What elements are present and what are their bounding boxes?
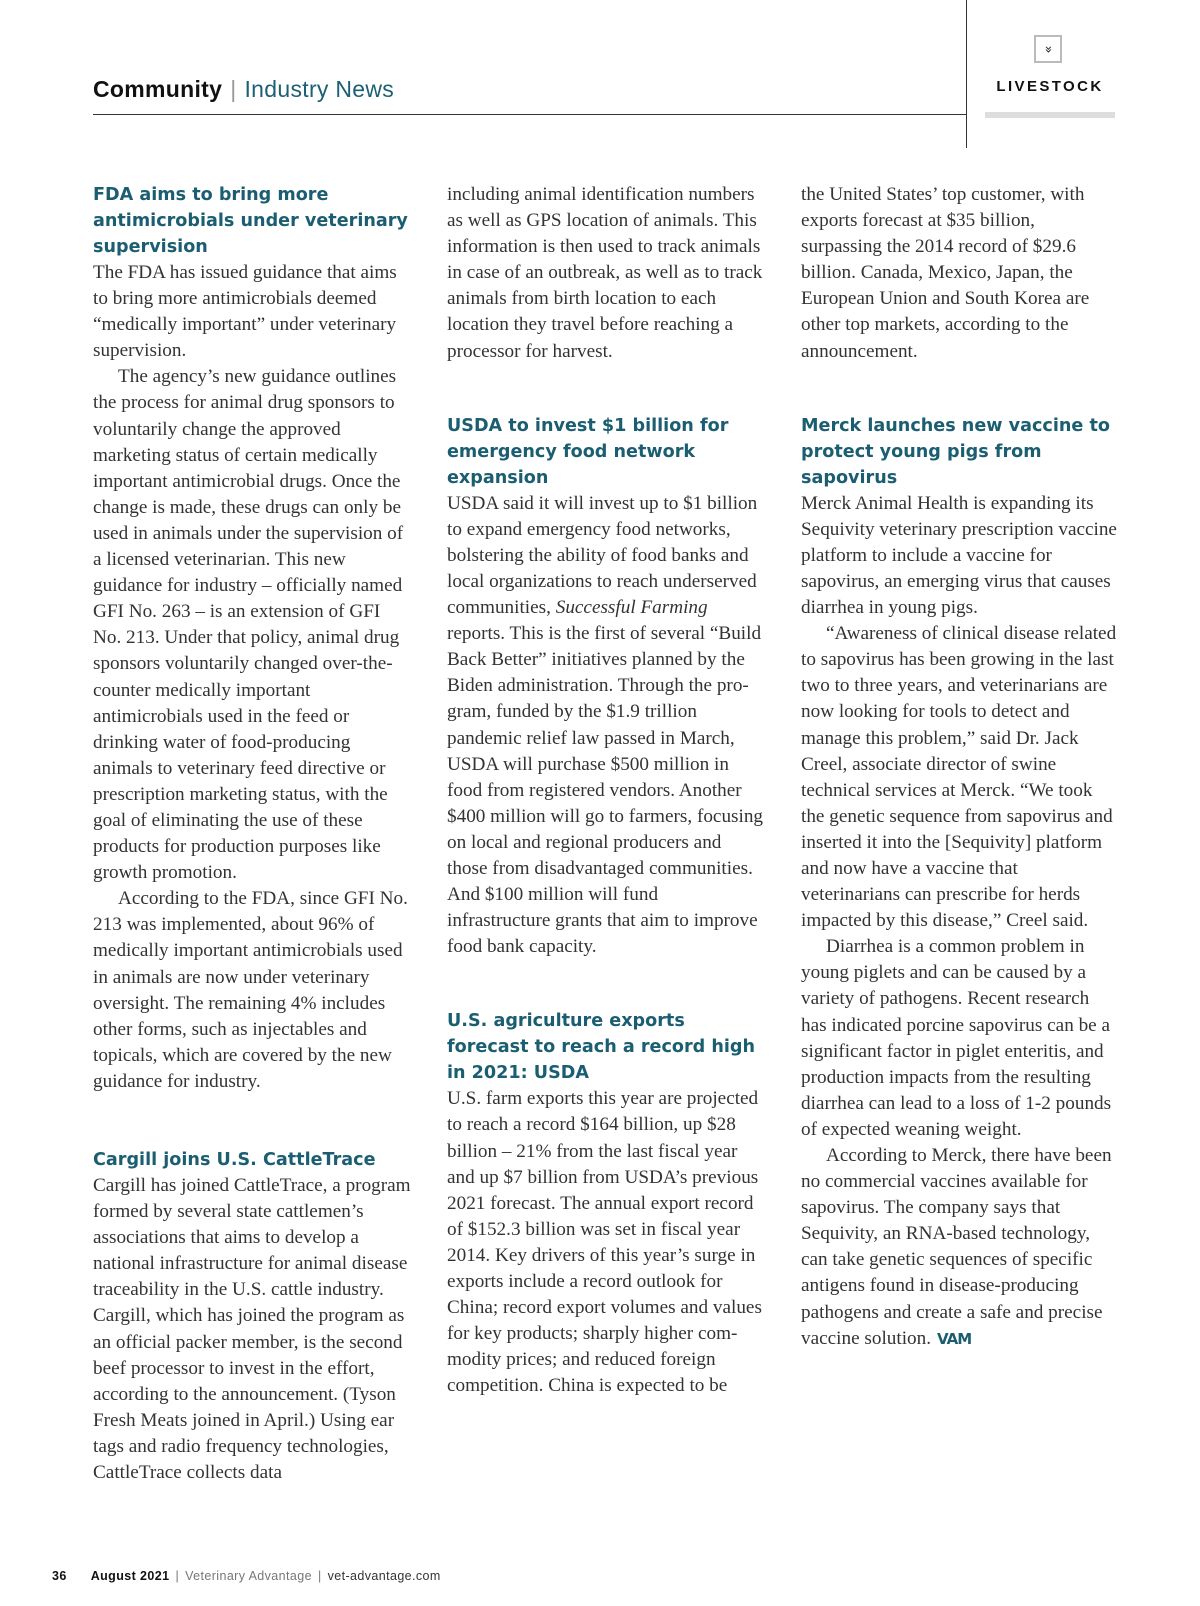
column-1 bbox=[93, 182, 411, 1486]
column-2 bbox=[447, 182, 765, 1399]
article-headline-exports: U.S. agriculture exports forecast to reach a record high in 2021: USDA bbox=[447, 1011, 756, 1084]
header-divider: | bbox=[230, 76, 237, 102]
page-number: 36 bbox=[52, 1569, 67, 1583]
text-run: USDA said it will invest up to $1 billion to expand emergency food networks, bolstering the ability of food banks and local organizations to reach underserved communities, bbox=[447, 492, 758, 619]
website-link[interactable]: vet-advantage.com bbox=[327, 1569, 441, 1583]
article-paragraph: Diarrhea is a common problem in young piglets and can be caused by a variety of pathogens. Recent research has indicated porcine sapovirus can be a significant factor in piglet enteritis, and production impacts from the resulting diarrhea can lead to a loss of 1-2 pounds of expected weaning weight. bbox=[801, 936, 1112, 1140]
section-header bbox=[93, 76, 394, 103]
publication-title: Veterinary Advantage bbox=[185, 1569, 312, 1583]
category-tag-bar bbox=[985, 112, 1115, 118]
article-spacer bbox=[801, 365, 1119, 413]
article-paragraph: The FDA has issued guidance that aims to bring more antimicrobials deemed “medically important” under veterinary supervision. bbox=[93, 262, 397, 362]
header-vertical-rule bbox=[966, 0, 967, 148]
issue-date: August 2021 bbox=[90, 1569, 170, 1583]
article-spacer bbox=[93, 1095, 411, 1147]
article-headline-fda: FDA aims to bring more antimicrobials under veterinary supervision bbox=[93, 185, 408, 257]
column-3 bbox=[801, 182, 1119, 1352]
article-paragraph: the United States’ top customer, with exports forecast at $35 billion, surpassing the 2014 record of $29.6 billion. Canada, Mexico, Japan, the European Union and South Korea are other top markets, according to the announcement. bbox=[801, 184, 1090, 362]
text-run: According to Merck, there have been no commercial vaccines available for sapovirus. The company says that Sequivity, an RNA-based technology, can take genetic sequences of specific antigens found in disease-producing pathogens and create a safe and precise vaccine solution. bbox=[801, 1145, 1112, 1349]
article-paragraph bbox=[801, 1143, 1119, 1352]
article-paragraph: Cargill has joined CattleTrace, a program formed by several state cattlemen’s associations that aims to develop a national infrastructure for animal disease traceability in the U.S. cattle industry. Cargill, which has joined the program as an official packer member, is the second beef processor to invest in the effort, according to the announcement. (Tyson Fresh Meats joined in April.) Using ear tags and radio frequency technologies, CattleTrace collects data bbox=[93, 1175, 411, 1484]
end-mark-logo: VAM bbox=[937, 1329, 972, 1348]
subsection-title: Industry News bbox=[244, 76, 395, 102]
article-paragraph: including animal identification numbers as well as GPS location of animals. This information is then used to track animals in case of an outbreak, as well as to track animals from birth location to each location they travel before reaching a processor for harvest. bbox=[447, 184, 763, 362]
article-headline-usda: USDA to invest $1 billion for emergency food network expansion bbox=[447, 415, 729, 488]
article-paragraph: “Awareness of clinical disease related to sapovirus has been growing in the last two to three years, and veterinarians are now looking for tools to detect and manage this problem,” said Dr. Jack Creel, associate director of swine technical services at Merck. “We took the genetic sequence from sapovirus and inserted it into the [Sequivity] platform and now have a vaccine that veterinarians can prescribe for herds impacted by this disease,” Creel said. bbox=[801, 623, 1117, 932]
double-chevron-down-icon: » bbox=[1034, 35, 1062, 63]
header-rule bbox=[93, 114, 967, 115]
footer-divider: | bbox=[175, 1569, 180, 1583]
article-paragraph: The agency’s new guidance outlines the process for animal drug sponsors to voluntarily change the approved marketing status of certain medically important antimicrobial drugs. Once the change is made, these drugs can only be used in animals under the supervision of a licensed veterinarian. This new guidance for industry – officially named GFI No. 263 – is an extension of GFI No. 213. Under that policy, animal drug sponsors voluntarily changed over-the-counter medically important antimicrobials used in the feed or drinking water of food-producing animals to veterinary feed directive or prescription marketing status, with the goal of eliminating the use of these products for production purposes like growth promotion. bbox=[93, 366, 404, 884]
article-paragraph: According to the FDA, since GFI No. 213 was implemented, about 96% of medically important antimicrobials used in animals are now under veterinary oversight. The remaining 4% includes other forms, such as injectables and topicals, which are covered by the new guidance for industry. bbox=[93, 888, 408, 1092]
page-footer bbox=[52, 1569, 441, 1583]
publication-name: Successful Farming bbox=[555, 597, 708, 619]
article-paragraph: Merck Animal Health is expanding its Sequivity veterinary prescription vaccine platform to include a vaccine for sapovirus, an emerging virus that causes diarrhea in young pigs. bbox=[801, 492, 1117, 619]
article-headline-merck: Merck launches new vaccine to protect young pigs from sapovirus bbox=[801, 415, 1110, 488]
article-headline-cargill: Cargill joins U.S. CattleTrace bbox=[93, 1150, 376, 1170]
footer-divider: | bbox=[317, 1569, 322, 1583]
article-paragraph: U.S. farm exports this year are projected to reach a record $164 billion, up $28 billion – 21% from the last fiscal year and up $7 billion from USDA’s previous 2021 forecast. The annual export record of $152.3 billion was set in fiscal year 2014. Key drivers of this year’s surge in exports include a record outlook for China; record export volumes and values for key products; sharply higher commodity prices; and reduced foreign competition. China is expected to be bbox=[447, 1088, 762, 1397]
article-spacer bbox=[447, 365, 765, 413]
section-title: Community bbox=[93, 76, 223, 102]
article-spacer bbox=[447, 960, 765, 1008]
article-paragraph bbox=[447, 491, 765, 961]
category-tag: LIVESTOCK bbox=[996, 78, 1104, 95]
text-run: reports. This is the first of several “Build Back Better” initiatives planned by the Biden administration. Through the program, funded by the $1.9 trillion pandemic relief law passed in March, USDA will purchase $500 million in food from registered vendors. Another $400 million will go to farmers, focusing on local and regional producers and those from disadvantaged communities. And $100 million will fund infrastructure grants that aim to improve food bank capacity. bbox=[447, 623, 764, 958]
